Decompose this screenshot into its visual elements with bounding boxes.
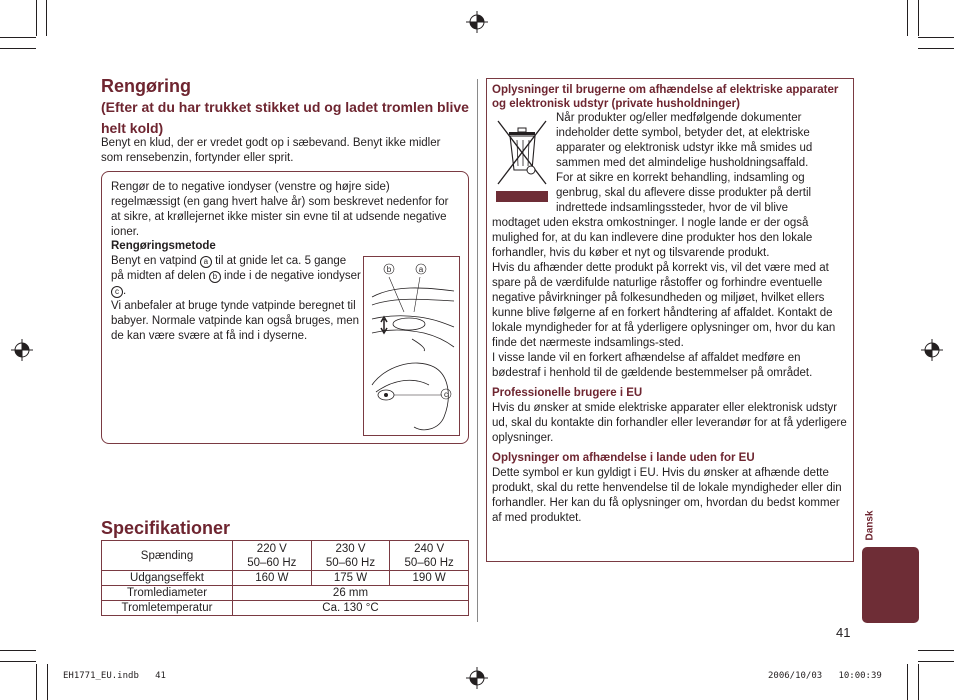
cleaning-subtitle: (Efter at du har trukket stikket ud og ladet tromlen blive helt kold) [101, 99, 469, 136]
label-a-icon: a [200, 256, 212, 268]
method-text-2: til at gnide let ca. 5 gange på midten af delen [111, 255, 347, 282]
temp-value: Ca. 130 °C [233, 601, 469, 616]
table-row [102, 571, 469, 586]
temp-label: Tromletemperatur [102, 601, 233, 616]
method-text: Benyt en vatpind a til at gnide let ca. 5 gange på midten af delen b inde i de negative iondyser c . [111, 255, 361, 297]
footer-file: EH1771_EU.indb 41 [63, 671, 166, 681]
page-number: 41 [836, 625, 851, 640]
nozzle-illustration [363, 256, 460, 436]
footer-datetime: 2006/10/03 10:00:39 [768, 671, 882, 681]
voltage-240: 240 V 50–60 Hz [390, 541, 469, 571]
language-tab [862, 547, 919, 623]
label-b-icon: b [209, 271, 221, 283]
disposal-body [492, 216, 848, 526]
registration-mark-icon [11, 339, 33, 361]
voltage-230: 230 V 50–60 Hz [311, 541, 390, 571]
cleaning-title: Rengøring [101, 76, 191, 96]
column-divider [477, 79, 478, 622]
registration-mark-icon [921, 339, 943, 361]
method-text-1: Benyt en vatpind [111, 255, 197, 267]
registration-mark-icon [466, 667, 488, 689]
illus-label-a: a [418, 265, 424, 274]
curling-iron-illustration [364, 257, 459, 435]
illus-label-c: c [444, 390, 448, 399]
specs-table [101, 540, 469, 616]
power-label: Udgangseffekt [102, 571, 233, 586]
disposal-p1-lines: Når produkter og/eller medfølgende dokumenter indeholder dette symbol, betyder det, at elektriske apparater og elektronisk udstyr ikke må smides ud sammen med det almindelige husholdningsaffald. For at sikre en korrekt behandling, indsamling og genbrug, skal du aflevere disse produkter på dertil indrettede indsamlingssteder, hvor de vil blive [556, 112, 813, 214]
illus-label-b: b [386, 265, 392, 274]
method-heading: Rengøringsmetode [111, 240, 216, 252]
cleaning-method [111, 239, 361, 344]
power-160: 160 W [233, 571, 312, 586]
specs-title: Specifikationer [101, 518, 231, 538]
pro-heading: Professionelle brugere i EU [492, 387, 643, 399]
method-text-4: Vi anbefaler at bruge tynde vatpinde beregnet til babyer. Normale vatpinde kan også bruges, men de kan være svære at få ind i dyserne. [111, 300, 360, 342]
disposal-p2: Hvis du afhænder dette produkt på korrekt vis, vil det være med at spare på de værdifulde naturlige råstoffer og forhindre eventuelle negative påvirkninger på folkesundheden og miljøet, hvilket ellers kunne blive følgerne af en forkert håndtering af affaldet. Kontakt de lokale myndigheder for at få yderligere oplysninger om, hvor du kan finde det nærmeste indsamlings-sted. [492, 262, 836, 349]
diameter-value: 26 mm [233, 586, 469, 601]
method-text-3: inde i de negative iondyser [224, 270, 361, 282]
language-tab-label: Dansk [864, 510, 876, 541]
noneu-heading: Oplysninger om afhændelse i lande uden for EU [492, 452, 755, 464]
voltage-label: Spænding [102, 541, 233, 571]
disposal-heading: Oplysninger til brugerne om afhændelse af elektriske apparater og elektronisk udstyr (private husholdninger) [492, 84, 839, 110]
voltage-220: 220 V 50–60 Hz [233, 541, 312, 571]
registration-mark-icon [466, 11, 488, 33]
pro-text: Hvis du ønsker at smide elektriske apparater eller elektronisk udstyr ud, skal du kontakte din forhandler eller leverandør for at få yderligere oplysninger. [492, 402, 847, 444]
disposal-p1-rest: modtaget uden ekstra omkostninger. I nogle lande er der også mulighed for, at du kan indlevere dine produkter hos den lokale forhandler, hvis du køber et nyt og tilsvarende produkt. [492, 217, 813, 259]
power-190: 190 W [390, 571, 469, 586]
noneu-text: Dette symbol er kun gyldigt i EU. Hvis du ønsker at afhænde dette produkt, skal du rette henvendelse til de lokale myndigheder eller din forhandler. Her kan du få oplysninger om, hvordan du bedst kommer af med produktet. [492, 467, 842, 524]
label-c-icon: c [111, 286, 123, 298]
wheelie-bin-crossed-icon [492, 118, 552, 204]
diameter-label: Tromlediameter [102, 586, 233, 601]
power-175: 175 W [311, 571, 390, 586]
table-row [102, 586, 469, 601]
table-row [102, 541, 469, 571]
table-row [102, 601, 469, 616]
disposal-p3: I visse lande vil en forkert afhændelse af affaldet medføre en bødestraf i henhold til de gældende bestemmelser på området. [492, 352, 813, 379]
cleaning-intro: Benyt en klud, der er vredet godt op i sæbevand. Benyt ikke midler som rensebenzin, fortynder eller sprit. [101, 137, 441, 164]
cleaning-box-text: Rengør de to negative iondyser (venstre og højre side) regelmæssigt (en gang hvert halve år) som beskrevet nedenfor for at sikre, at krøllejernet ikke mister sin evne til at udsende negative ioner. [111, 181, 449, 238]
